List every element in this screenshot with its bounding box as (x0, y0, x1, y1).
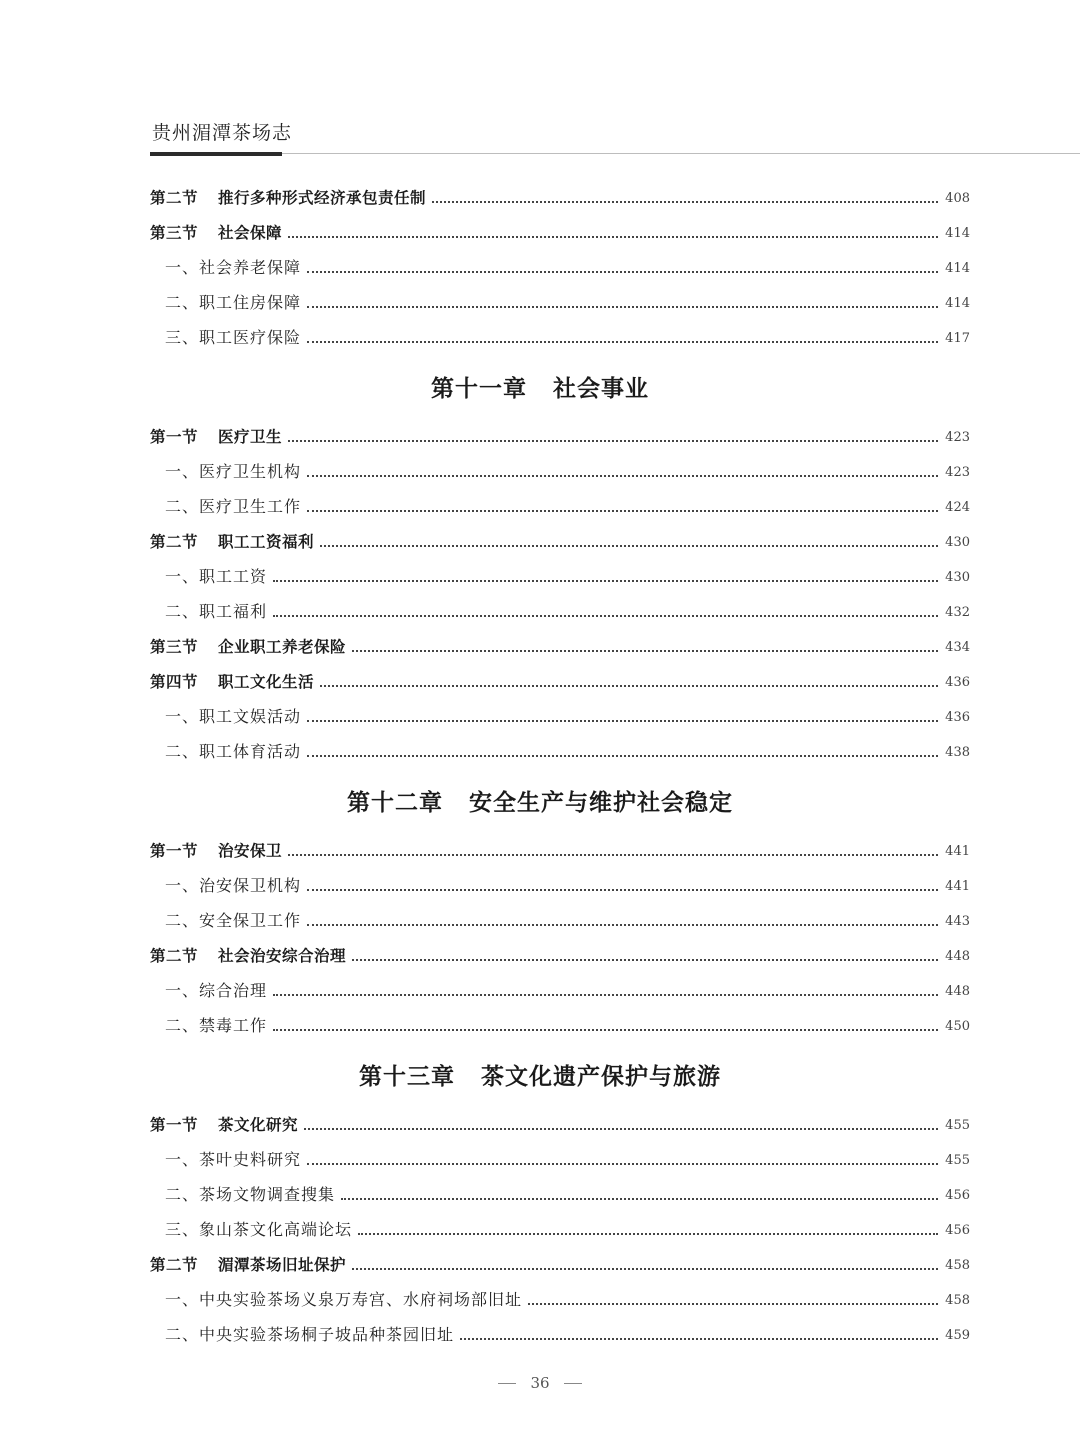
page-number: 458 (945, 1293, 970, 1308)
subsection-title: 二、医疗卫生工作 (165, 497, 302, 516)
section-number: 第一节 (150, 842, 199, 860)
dot-leader (307, 341, 938, 343)
toc-section-entry[interactable] (150, 417, 970, 447)
page-number: 441 (945, 844, 970, 859)
toc-subsection-entry[interactable] (165, 1140, 970, 1170)
toc-subsection-entry[interactable] (165, 1280, 970, 1310)
dot-leader (307, 475, 938, 477)
page-number: 450 (945, 1019, 970, 1034)
page-number: 441 (945, 879, 970, 894)
toc-subsection-entry[interactable] (165, 1210, 970, 1240)
chapter-title: 社会事业 (553, 375, 649, 402)
section-number: 第三节 (150, 638, 199, 656)
dot-leader (304, 1128, 938, 1130)
subsection-title: 二、安全保卫工作 (165, 911, 302, 930)
page-header (0, 0, 1080, 160)
toc-subsection-entry[interactable] (165, 487, 970, 517)
dot-leader (307, 720, 938, 722)
subsection-title: 二、禁毒工作 (165, 1016, 268, 1035)
toc-section-entry[interactable] (150, 1245, 970, 1275)
subsection-title: 一、职工文娱活动 (165, 707, 302, 726)
page-number: 432 (945, 605, 970, 620)
page-number: 458 (945, 1258, 970, 1273)
dot-leader (341, 1198, 938, 1200)
toc-section-entry[interactable] (150, 522, 970, 552)
section-number: 第四节 (150, 673, 199, 691)
page-number: 436 (945, 675, 970, 690)
toc-subsection-entry[interactable] (165, 697, 970, 727)
dot-leader (320, 545, 938, 547)
page-number: 456 (945, 1188, 970, 1203)
section-number: 第二节 (150, 189, 199, 207)
subsection-title: 一、茶叶史料研究 (165, 1150, 302, 1169)
chapter-heading[interactable] (0, 370, 1080, 403)
footer-dash-left (498, 1383, 516, 1384)
toc-subsection-entry[interactable] (165, 1315, 970, 1345)
page-number: 434 (945, 640, 970, 655)
section-title: 医疗卫生 (218, 428, 283, 446)
section-title: 职工文化生活 (218, 673, 315, 691)
chapter-heading[interactable] (0, 784, 1080, 817)
page-number: 430 (945, 535, 970, 550)
page-number: 414 (945, 226, 970, 241)
dot-leader (358, 1233, 938, 1235)
page-number: 414 (945, 261, 970, 276)
chapter-number: 第十一章 (431, 375, 527, 402)
chapter-heading[interactable] (0, 1058, 1080, 1091)
toc-section-entry[interactable] (150, 178, 970, 208)
page-number: 423 (945, 465, 970, 480)
dot-leader (307, 924, 938, 926)
footer-dash-right (564, 1383, 582, 1384)
toc-subsection-entry[interactable] (165, 866, 970, 896)
subsection-title: 一、综合治理 (165, 981, 268, 1000)
section-number: 第一节 (150, 1116, 199, 1134)
dot-leader (273, 615, 938, 617)
page-number: 459 (945, 1328, 970, 1343)
dot-leader (352, 650, 938, 652)
chapter-number: 第十二章 (347, 789, 443, 816)
toc-subsection-entry[interactable] (165, 901, 970, 931)
header-rule-thin (282, 153, 1080, 154)
subsection-title: 三、象山茶文化高端论坛 (165, 1220, 353, 1239)
section-title: 社会保障 (218, 224, 283, 242)
page-number: 424 (945, 500, 970, 515)
page-number: 417 (945, 331, 970, 346)
page-number: 438 (945, 745, 970, 760)
page-number: 436 (945, 710, 970, 725)
subsection-title: 一、社会养老保障 (165, 258, 302, 277)
toc-section-entry[interactable] (150, 627, 970, 657)
section-number: 第三节 (150, 224, 199, 242)
page-number: 448 (945, 949, 970, 964)
toc-subsection-entry[interactable] (165, 452, 970, 482)
subsection-title: 一、治安保卫机构 (165, 876, 302, 895)
page-number: 448 (945, 984, 970, 999)
toc-subsection-entry[interactable] (165, 248, 970, 278)
page-number: 456 (945, 1223, 970, 1238)
section-title: 社会治安综合治理 (218, 947, 347, 965)
toc-subsection-entry[interactable] (165, 592, 970, 622)
chapter-number: 第十三章 (359, 1063, 455, 1090)
section-title: 湄潭茶场旧址保护 (218, 1256, 347, 1274)
dot-leader (528, 1303, 938, 1305)
section-title: 茶文化研究 (218, 1116, 299, 1134)
subsection-title: 二、茶场文物调查搜集 (165, 1185, 336, 1204)
page-number: 443 (945, 914, 970, 929)
toc-subsection-entry[interactable] (165, 1175, 970, 1205)
subsection-title: 二、中央实验茶场桐子坡品种茶园旧址 (165, 1325, 455, 1344)
subsection-title: 二、职工体育活动 (165, 742, 302, 761)
dot-leader (307, 510, 938, 512)
toc-section-entry[interactable] (150, 213, 970, 243)
dot-leader (352, 959, 938, 961)
subsection-title: 一、职工工资 (165, 567, 268, 586)
subsection-title: 一、中央实验茶场义泉万寿宫、水府祠场部旧址 (165, 1290, 523, 1309)
dot-leader (307, 889, 938, 891)
subsection-title: 二、职工住房保障 (165, 293, 302, 312)
toc-subsection-entry[interactable] (165, 732, 970, 762)
toc-section-entry[interactable] (150, 831, 970, 861)
dot-leader (288, 854, 938, 856)
dot-leader (273, 994, 938, 996)
page-number: 455 (945, 1153, 970, 1168)
section-number: 第一节 (150, 428, 199, 446)
page-number: 430 (945, 570, 970, 585)
page-number: 455 (945, 1118, 970, 1133)
dot-leader (273, 580, 938, 582)
toc-subsection-entry[interactable] (165, 557, 970, 587)
section-title: 治安保卫 (218, 842, 283, 860)
toc-subsection-entry[interactable] (165, 1006, 970, 1036)
dot-leader (307, 271, 938, 273)
section-number: 第二节 (150, 947, 199, 965)
dot-leader (307, 1163, 938, 1165)
page-number: 423 (945, 430, 970, 445)
section-number: 第二节 (150, 1256, 199, 1274)
book-title: 贵州湄潭茶场志 (152, 122, 293, 144)
dot-leader (320, 685, 938, 687)
chapter-title: 茶文化遗产保护与旅游 (481, 1063, 721, 1090)
toc-section-entry[interactable] (150, 1105, 970, 1135)
section-title: 企业职工养老保险 (218, 638, 347, 656)
section-title: 职工工资福利 (218, 533, 315, 551)
toc-section-entry[interactable] (150, 662, 970, 692)
dot-leader (307, 306, 938, 308)
dot-leader (273, 1029, 938, 1031)
header-rule-thick (150, 152, 282, 156)
toc-subsection-entry[interactable] (165, 283, 970, 313)
subsection-title: 三、职工医疗保险 (165, 328, 302, 347)
toc-subsection-entry[interactable] (165, 971, 970, 1001)
toc-subsection-entry[interactable] (165, 318, 970, 348)
dot-leader (460, 1338, 938, 1340)
dot-leader (307, 755, 938, 757)
footer-page-number: 36 (530, 1374, 550, 1392)
page-number: 408 (945, 191, 970, 206)
chapter-title: 安全生产与维护社会稳定 (469, 789, 733, 816)
toc-section-entry[interactable] (150, 936, 970, 966)
dot-leader (288, 440, 938, 442)
dot-leader (432, 201, 938, 203)
page-footer (0, 1374, 1080, 1392)
section-title: 推行多种形式经济承包责任制 (218, 189, 427, 207)
page-number: 414 (945, 296, 970, 311)
section-number: 第二节 (150, 533, 199, 551)
dot-leader (352, 1268, 938, 1270)
dot-leader (288, 236, 938, 238)
subsection-title: 一、医疗卫生机构 (165, 462, 302, 481)
subsection-title: 二、职工福利 (165, 602, 268, 621)
